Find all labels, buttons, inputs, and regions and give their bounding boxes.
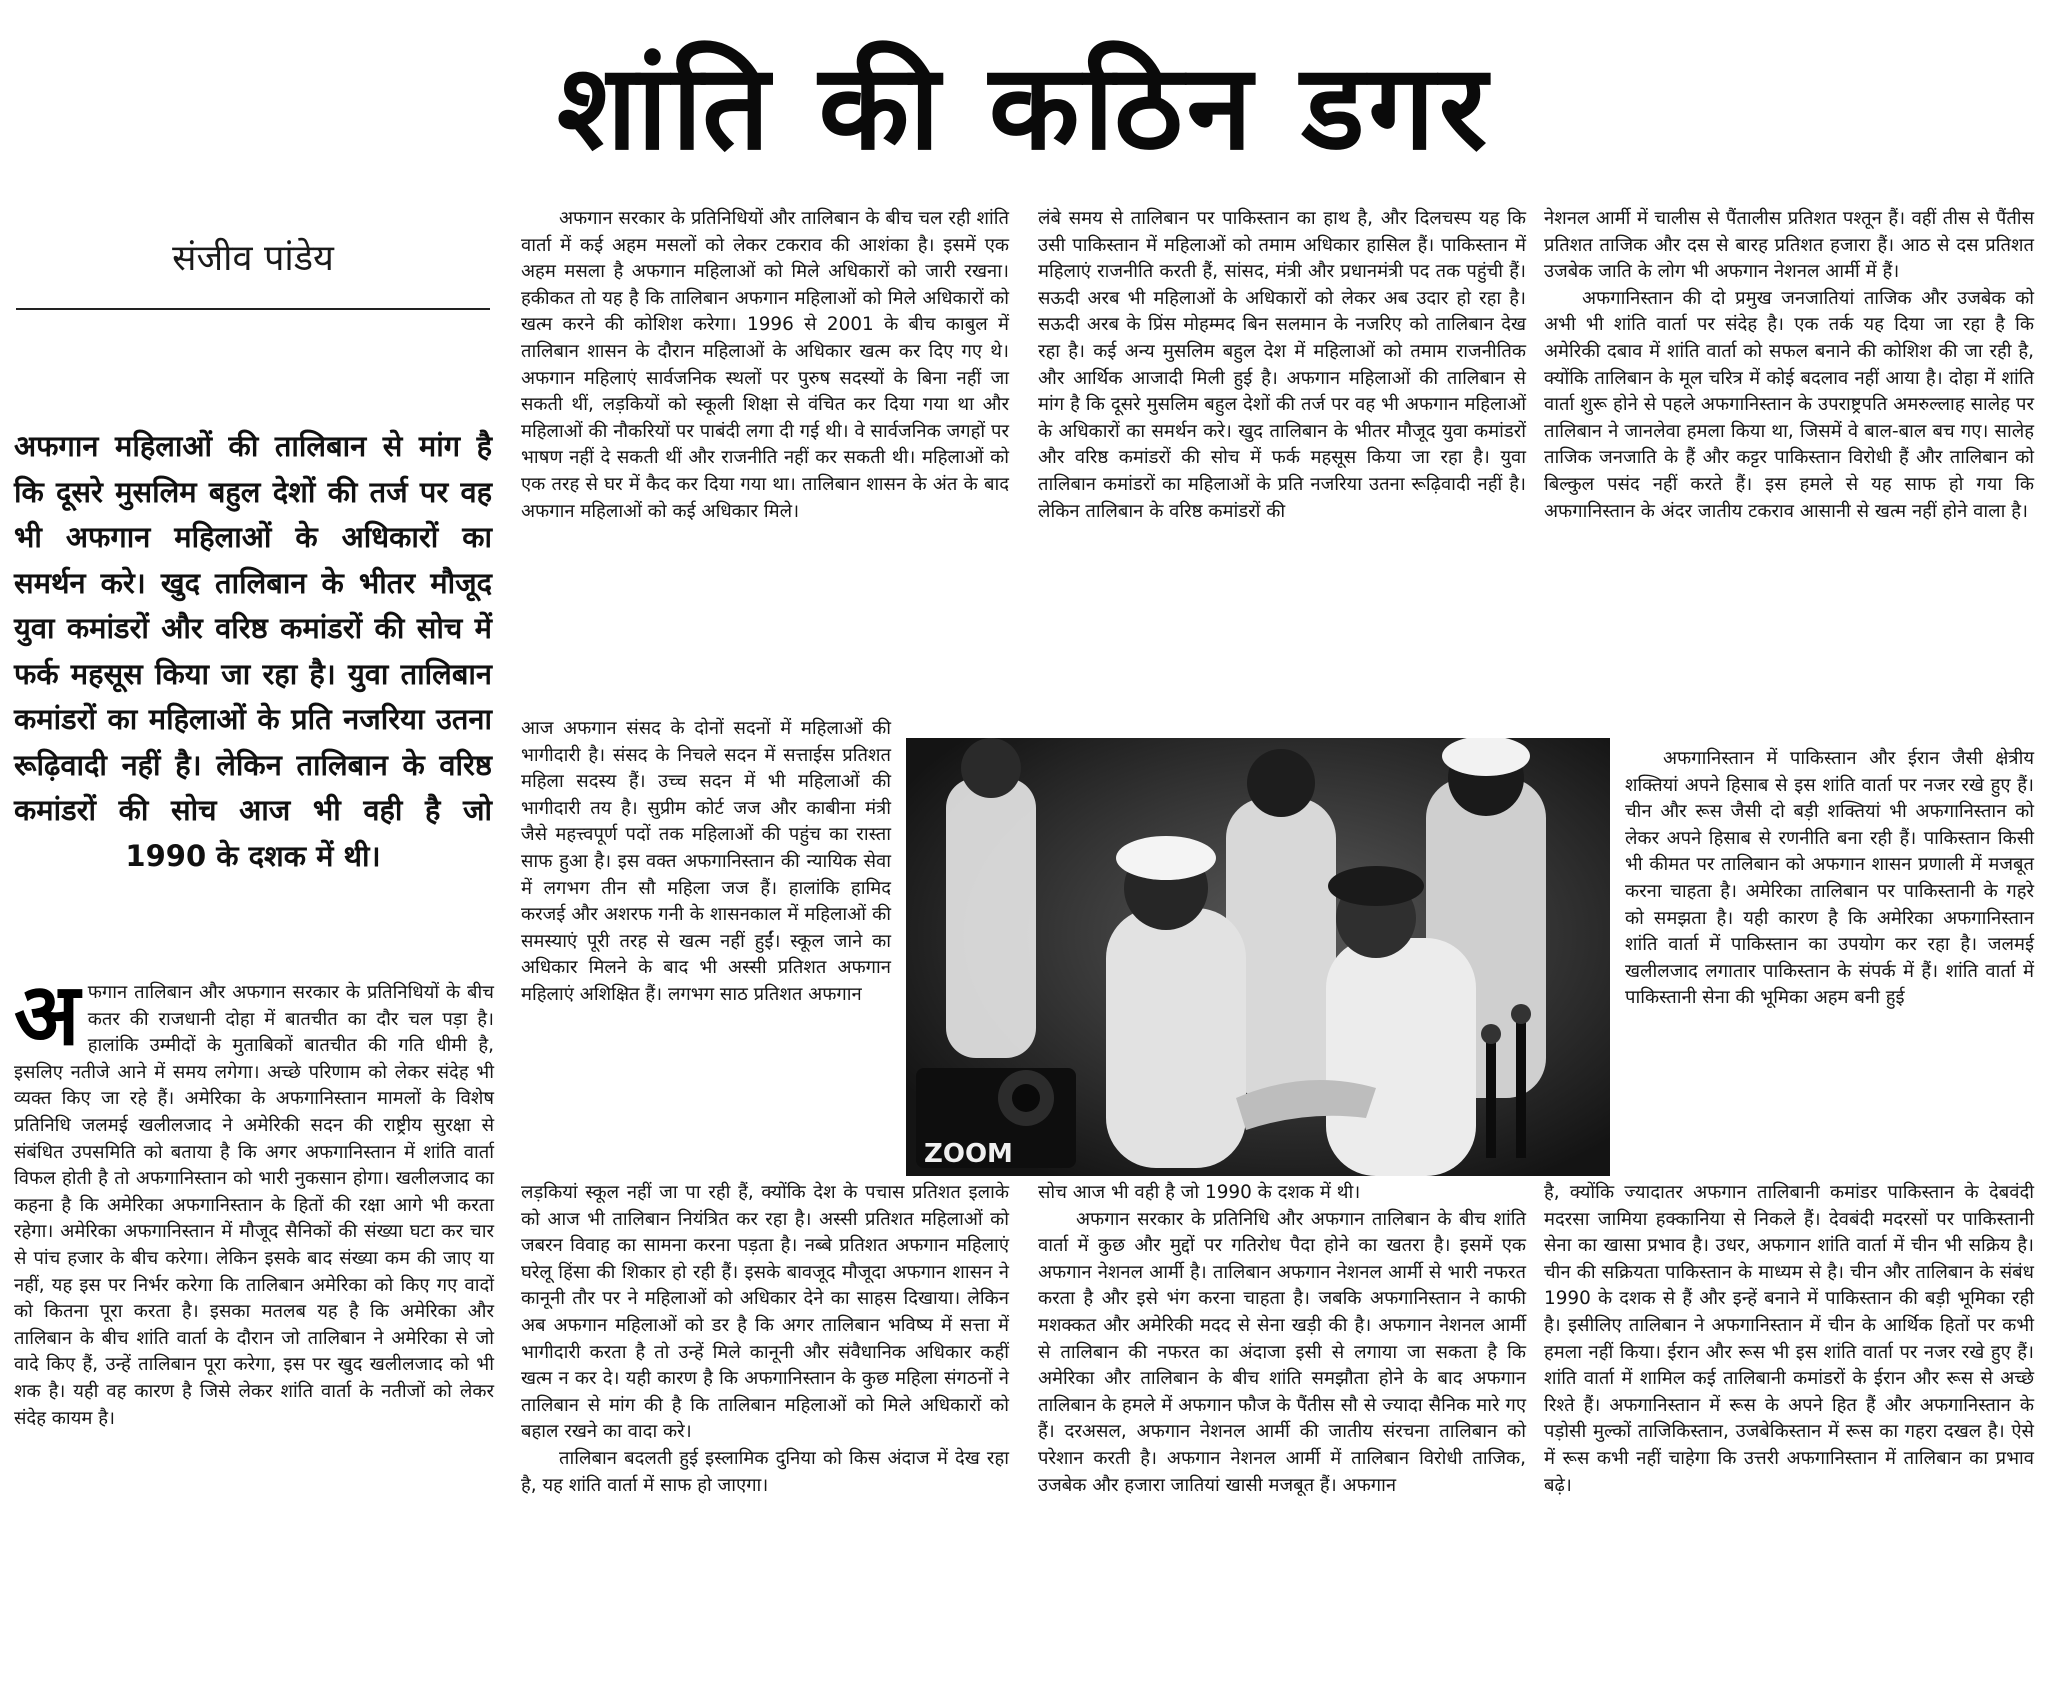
paragraph: फगान तालिबान और अफगान सरकार के प्रतिनिधियों के बीच कतर की राजधानी दोहा में बातचीत का दौर चल पड़ा है। हालांकि उम्मीदों के मुताबिकों बातचीत की गति धीमी है, इसलिए नतीजे आने में समय लगेगा। अच्छे परिणाम को लेकर संदेह भी व्यक्त किए जा रहे हैं। अमेरिका के अफगानिस्तान मामलों के विशेष प्रतिनिधि जलमई खलीलजाद ने अमेरिकी सदन की राष्ट्रीय सुरक्षा से संबंधित उपसमिति को बताया है कि अगर अफगानिस्तान में शांति वार्ता विफल होती है तो अफगानिस्तान को भारी नुकसान होगा। खलीलजाद का कहना है कि अमेरिका अफगानिस्तान के हितों की रक्षा आगे भी करता रहेगा। अमेरिका अफगानिस्तान में मौजूद सैनिकों की संख्या घटा कर चार से पांच हजार के बीच करेगा। लेकिन इसके बाद संख्या कम की जाए या नहीं, यह इस पर निर्भर करेगा कि तालिबान अमेरिका को किए गए वादों को कितना पूरा करता है। इसका मतलब यह है कि अमेरिका और तालिबान के बीच शांति वार्ता के दौरान जो तालिबान ने अमेरिका से जो वादे किए हैं, उन्हें तालिबान पूरा करेगा, इस पर खुद खलीलजाद को भी शक है। यही वह कारण है जिसे लेकर शांति वार्ता के नतीजों को लेकर संदेह कायम है। <box>14 982 494 1429</box>
paragraph: लंबे समय से तालिबान पर पाकिस्तान का हाथ है, और दिलचस्प यह कि उसी पाकिस्तान में महिलाओं को तमाम अधिकार हासिल हैं। पाकिस्तान में महिलाएं राजनीति करती हैं, सांसद, मंत्री और प्रधानमंत्री पद तक पहुंची हैं। सऊदी अरब भी महिलाओं के अधिकारों को लेकर अब उदार हो रहा है। सऊदी अरब के प्रिंस मोहम्मद बिन सलमान के नजरिए को तालिबान देख रहा है। कई अन्य मुसलिम बहुल देश में महिलाओं को तमाम राजनीतिक और आर्थिक आजादी मिली हुई है। अफगान महिलाओं की तालिबान से मांग है कि दूसरे मुसलिम बहुल देशों की तर्ज पर वह भी अफगान महिलाओं के अधिकारों का समर्थन करे। खुद तालिबान के भीतर मौजूद युवा कमांडरों और वरिष्ठ कमांडरों की सोच में फर्क महसूस किया जा रहा है। युवा तालिबान कमांडरों का महिलाओं के प्रति नजरिया उतना रूढ़िवादी नहीं है। लेकिन तालिबान के वरिष्ठ कमांडरों की <box>1038 208 1526 522</box>
paragraph: अफगानिस्तान की दो प्रमुख जनजातियां ताजिक और उजबेक को अभी भी शांति वार्ता पर संदेह है। एक तर्क यह दिया जा रहा है कि अमेरिकी दबाव में शांति वार्ता को सफल बनाने की कोशिश की जा रही है, क्योंकि तालिबान के मूल चरित्र में कोई बदलाव नहीं आया है। दोहा में शांति वार्ता शुरू होने से पहले अफगानिस्तान के उपराष्ट्रपति अमरुल्लाह सालेह पर तालिबान ने जानलेवा हमला किया था, जिसमें वे बाल-बाल बच गए। सालेह ताजिक जनजाति के हैं और कट्टर पाकिस्तान विरोधी हैं और तालिबान को बिल्कुल पसंद नहीं करते हैं। इस हमले से यह साफ हो गया कि अफगानिस्तान के अंदर जातीय टकराव आसानी से खत्म नहीं होने वाला है। <box>1544 287 2034 522</box>
paragraph: है, क्योंकि ज्यादातर अफगान तालिबानी कमांडर पाकिस्तान के देबवंदी मदरसा जामिया हक्कानिया से निकले हैं। देवबंदी मदरसों पर पाकिस्तानी सेना का खासा प्रभाव है। उधर, अफगान शांति वार्ता में चीन भी सक्रिय है। चीन की सक्रियता पाकिस्तान के माध्यम से है। चीन और तालिबान के संबंध 1990 के दशक से हैं और इन्हें बनाने में पाकिस्तान की बड़ी भूमिका रही है। इसीलिए तालिबान ने अफगानिस्तान में चीन के आर्थिक हितों पर कभी हमला नहीं किया। ईरान और रूस भी इस शांति वार्ता पर नजर रखे हुए हैं। शांति वार्ता में शामिल कई तालिबानी कमांडरों के ईरान और रूस से अच्छे रिश्ते हैं। अफगानिस्तान में रूस के अपने हित हैं और अफगानिस्तान के पड़ोसी मुल्कों ताजिकिस्तान, उजबेकिस्तान में रूस का गहरा दखल है। ऐसे में रूस कभी नहीं चाहेगा कि उत्तरी अफगानिस्तान में तालिबान का प्रभाव बढ़े। <box>1544 1182 2034 1496</box>
paragraph: तालिबान बदलती हुई इस्लामिक दुनिया को किस अंदाज में देख रहा है, यह शांति वार्ता में साफ हो जाएगा। <box>521 1447 1009 1496</box>
article-column-3-bottom <box>1038 1180 1526 1499</box>
headline: शांति की कठिन डगर <box>556 38 1492 176</box>
article-column-4-top <box>1544 206 2034 525</box>
paragraph: सोच आज भी वही है जो 1990 के दशक में थी। <box>1038 1182 1361 1203</box>
article-column-1 <box>14 965 494 1432</box>
news-photo <box>906 738 1610 1176</box>
article-column-4-bottom <box>1544 1180 2034 1499</box>
paragraph: नेशनल आर्मी में चालीस से पैंतालीस प्रतिशत पश्तून हैं। वहीं तीस से पैंतीस प्रतिशत ताजिक और दस से बारह प्रतिशत हजारा हैं। आठ से दस प्रतिशत उजबेक जाति के लोग भी अफगान नेशनल आर्मी में हैं। <box>1544 208 2034 283</box>
article-column-2-wrap <box>521 716 891 1009</box>
article-column-3-top <box>1038 206 1526 525</box>
paragraph: अफगान सरकार के प्रतिनिधियों और तालिबान के बीच चल रही शांति वार्ता में कई अहम मसलों को लेकर टकराव की आशंका है। इसमें एक अहम मसला है अफगान महिलाओं को मिले अधिकारों को जारी रखना। हकीकत तो यह है कि तालिबान अफगान महिलाओं को मिले अधिकारों को खत्म करने की कोशिश करेगा। 1996 से 2001 के बीच काबुल में तालिबान शासन के दौरान महिलाओं के अधिकार खत्म कर दिए गए थे। अफगान महिलाएं सार्वजनिक स्थलों पर पुरुष सदस्यों के बिना नहीं जा सकती थीं, लड़कियों को स्कूली शिक्षा से वंचित कर दिया गया था और महिलाओं की नौकरियों पर पाबंदी लगा दी गई थी। वे सार्वजनिक जगहों पर भाषण नहीं दे सकती थीं और राजनीति नहीं कर सकती थी। महिलाओं को एक तरह से घर में कैद कर दिया गया था। तालिबान शासन के अंत के बाद अफगान महिलाओं को कई अधिकार मिले। <box>521 208 1009 522</box>
byline-divider <box>16 308 490 310</box>
article-column-2-top <box>521 206 1009 525</box>
pull-quote: अफगान महिलाओं की तालिबान से मांग है कि दूसरे मुसलिम बहुल देशों की तर्ज पर वह भी अफगान महिलाओं के अधिकारों का समर्थन करे। खुद तालिबान के भीतर मौजूद युवा कमांडरों और वरिष्ठ कमांडरों की सोच में फर्क महसूस किया जा रहा है। युवा तालिबान कमांडरों का महिलाओं के प्रति नजरिया उतना रूढ़िवादी नहीं है। लेकिन तालिबान के वरिष्ठ कमांडरों की सोच आज भी वही है जो 1990 के दशक में थी। <box>14 429 492 873</box>
article-column-2-bottom <box>521 1180 1009 1499</box>
author-byline: संजीव पांडेय <box>172 238 334 279</box>
paragraph: आज अफगान संसद के दोनों सदनों में महिलाओं की भागीदारी है। संसद के निचले सदन में सत्ताईस प्रतिशत महिला सदस्य हैं। उच्च सदन में भी महिलाओं की भागीदारी तय है। सुप्रीम कोर्ट जज और काबीना मंत्री जैसे महत्त्वपूर्ण पदों तक महिलाओं की पहुंच का रास्ता साफ हुआ है। इस वक्त अफगानिस्तान की न्यायिक सेवा में लगभग तीन सौ महिला जज हैं। हालांकि हामिद करजई और अशरफ गनी के शासनकाल में महिलाओं की समस्याएं पूरी तरह से खत्म नहीं हुईं। स्कूल जाने का अधिकार मिलने के बाद भी अस्सी प्रतिशत अफगान महिलाएं अशिक्षित हैं। लगभग साठ प्रतिशत अफगान <box>521 718 891 1005</box>
paragraph: अफगानिस्तान में पाकिस्तान और ईरान जैसी क्षेत्रीय शक्तियां अपने हिसाब से इस शांति वार्ता पर नजर रखे हुए हैं। चीन और रूस जैसी दो बड़ी शक्तियां भी अफगानिस्तान को लेकर अपने हिसाब से रणनीति बना रही हैं। पाकिस्तान किसी भी कीमत पर तालिबान को अफगान शासन प्रणाली में मजबूत करना चाहता है। अमेरिका तालिबान पर पाकिस्तानी के गहरे को समझता है। यही कारण है कि अमेरिका अफगानिस्तान शांति वार्ता में पाकिस्तान का उपयोग कर रहा है। जलमई खलीलजाद लगातार पाकिस्तान के संपर्क में हैं। शांति वार्ता में पाकिस्तानी सेना की भूमिका अहम बनी हुई <box>1625 748 2034 1009</box>
paragraph: अफगान सरकार के प्रतिनिधि और अफगान तालिबान के बीच शांति वार्ता में कुछ और मुद्दों पर गतिरोध पैदा होने का खतरा है। इसमें एक अफगान नेशनल आर्मी है। तालिबान अफगान नेशनल आर्मी से भारी नफरत करता है और इसे भंग करना चाहता है। जबकि अफगानिस्तान ने काफी मशक्कत और अमेरिकी मदद से सेना खड़ी की है। अफगान नेशनल आर्मी से तालिबान की नफरत का अंदाजा इसी से लगाया जा सकता है कि अमेरिका और तालिबान के बीच शांति समझौता होने के बाद अफगान तालिबान के हमले में अफगान फौज के पैंतीस सौ से ज्यादा सैनिक मारे गए हैं। दरअसल, अफगान नेशनल आर्मी की जातीय संरचना तालिबान को परेशान करती है। अफगान नेशनल आर्मी में तालिबान विरोधी ताजिक, उजबेक और हजारा जातियां खासी मजबूत हैं। अफगान <box>1038 1208 1526 1496</box>
article-column-4-wrap <box>1625 746 2034 1012</box>
paragraph: लड़कियां स्कूल नहीं जा पा रही हैं, क्योंकि देश के पचास प्रतिशत इलाके को आज भी तालिबान नियंत्रित कर रहा है। अस्सी प्रतिशत महिलाओं को जबरन विवाह का सामना करना पड़ता है। नब्बे प्रतिशत अफगान महिलाएं घरेलू हिंसा की शिकार हो रही हैं। इसके बावजूद मौजूदा अफगान शासन ने कानूनी तौर पर ने महिलाओं को अधिकार देने का साहस दिखाया। लेकिन अब अफगान महिलाओं को डर है कि अगर तालिबान भविष्य में सत्ता में भागीदारी करता है तो उन्हें मिले कानूनी और संवैधानिक अधिकार कहीं खत्म न कर दे। यही कारण है कि अफगानिस्तान के कुछ महिला संगठनों ने तालिबान से मांग की है कि तालिबान महिलाओं को मिले अधिकारों को बहाल रखने का वादा करे। <box>521 1182 1009 1443</box>
drop-cap: अ <box>14 965 80 1065</box>
photo-camera-label: ZOOM <box>924 1139 1013 1169</box>
